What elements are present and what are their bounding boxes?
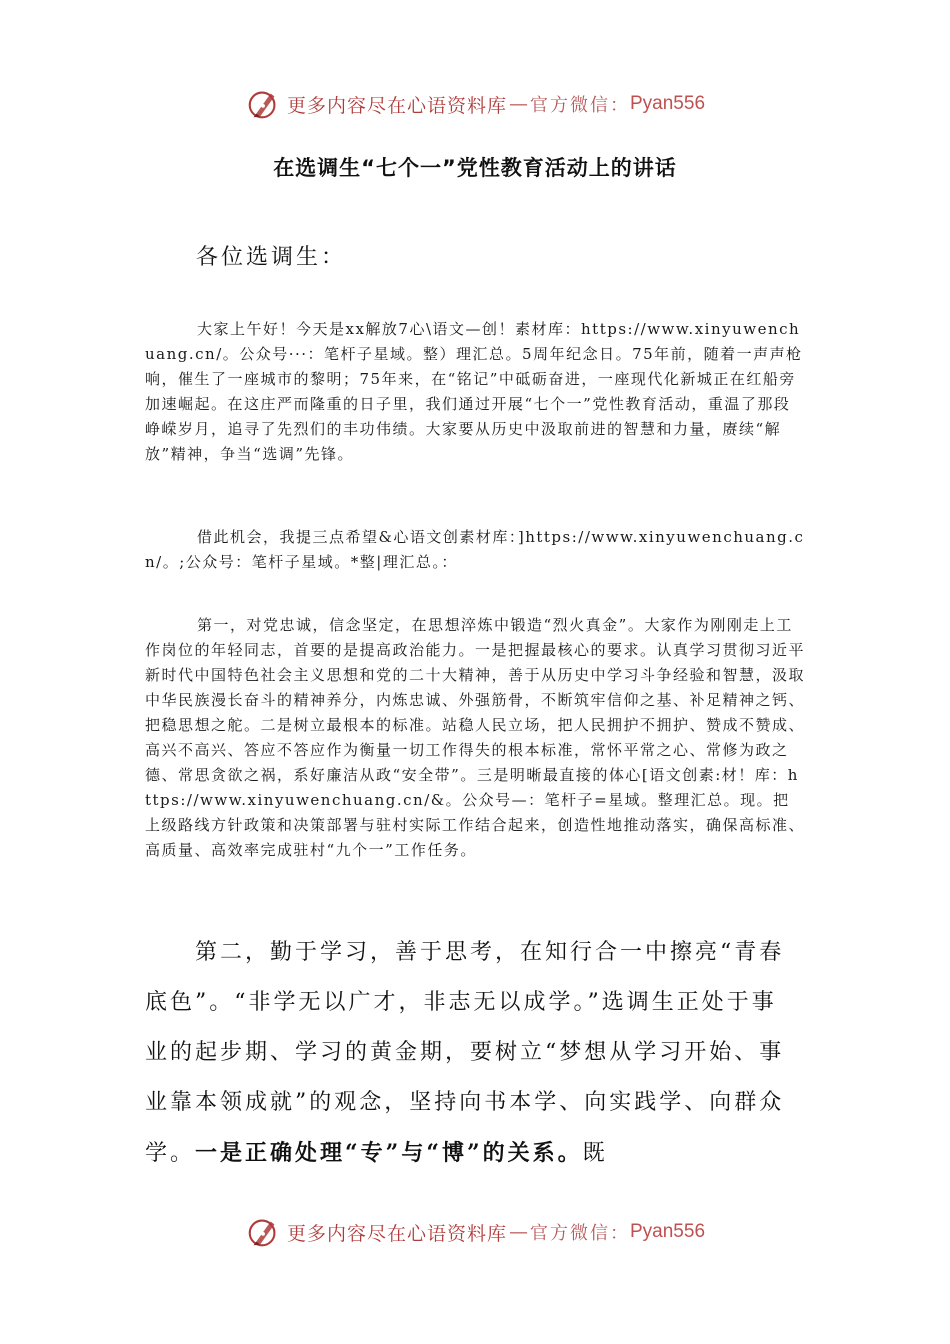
watermark-main-text: 更多内容尽在心语资料库 xyxy=(286,94,507,117)
pen-nib-circle-icon xyxy=(245,85,283,123)
paragraph-hopes-intro: 借此机会，我提三点希望&心语文创素材库：]https://www.xinyuwenchuang.cn/。;公众号：笔杆子星域。*整|理汇总。： xyxy=(145,528,805,571)
watermark-main-text: 更多内容尽在心语资料库 xyxy=(286,1222,507,1245)
second-point-bold-text: 一是正确处理“专”与“博”的关系。 xyxy=(195,1140,583,1166)
second-point-tail: 既 xyxy=(582,1141,608,1166)
watermark-footer xyxy=(0,1212,950,1252)
pen-nib-circle-icon xyxy=(245,1213,283,1251)
paragraph-second-point xyxy=(145,928,795,1179)
document-title: 在选调生“七个一”党性教育活动上的讲话 xyxy=(273,156,677,180)
watermark-separator: — xyxy=(509,1221,528,1243)
paragraph-first-point: 第一，对党忠诚，信念坚定，在思想淬炼中锻造“烈火真金”。大家作为刚刚走上工作岗位的年轻同志，首要的是提高政治能力。一是把握最核心的要求。认真学习贯彻习近平新时代中国特色社会主义思想和党的二十大精神，善于从历史中学习斗争经验和智慧，汲取中华民族漫长奋斗的精神养分，内炼忠诚、外强筋骨，不断筑牢信仰之基、补足精神之钙、把稳思想之舵。二是树立最根本的标准。站稳人民立场，把人民拥护不拥护、赞成不赞成、高兴不高兴、答应不答应作为衡量一切工作得失的根本标准，常怀平常之心、常修为政之德、常思贪欲之祸，系好廉洁从政“安全带”。三是明晰最直接的体心[语文创素:材！库：https://www.xinyuwenchuang.cn/&。公众号—：笔杆子=星域。整理汇总。现。把上级路线方针政策和决策部署与驻村实际工作结合起来，创造性地推动落实，确保高标准、高质量、高效率完成驻村“九个一”工作任务。 xyxy=(145,616,806,859)
watermark-sub-text: 官方微信： xyxy=(530,1223,630,1244)
watermark-wechat-id: Pyan556 xyxy=(630,1221,706,1242)
watermark-wechat-id: Pyan556 xyxy=(630,93,706,114)
watermark-sub-text: 官方微信： xyxy=(530,95,630,116)
watermark-separator: — xyxy=(509,93,528,115)
watermark-header xyxy=(0,84,950,124)
salutation: 各位选调生： xyxy=(196,245,347,270)
paragraph-opening: 大家上午好！今天是xx解放7心\语文—创！素材库：https://www.xinyuwenchuang.cn/。公众号···：笔杆子星域。整）理汇总。5周年纪念日。75年前，随着一声声枪响，催生了一座城市的黎明；75年来，在“铭记”中砥砺奋进，一座现代化新城正在红船旁加速崛起。在这庄严而隆重的日子里，我们通过开展“七个一”党性教育活动，重温了那段峥嵘岁月，追寻了先烈们的丰功伟绩。大家要从历史中汲取前进的智慧和力量，赓续“解放”精神，争当“选调”先锋。 xyxy=(145,320,803,463)
second-point-text: 第二，勤于学习，善于思考，在知行合一中擦亮“青春底色”。“非学无以广才，非志无以成学。”选调生正处于事业的起步期、学习的黄金期，要树立“梦想从学习开始、事业靠本领成就”的观念，坚持向书本学、向实践学、向群众学。 xyxy=(145,940,785,1166)
